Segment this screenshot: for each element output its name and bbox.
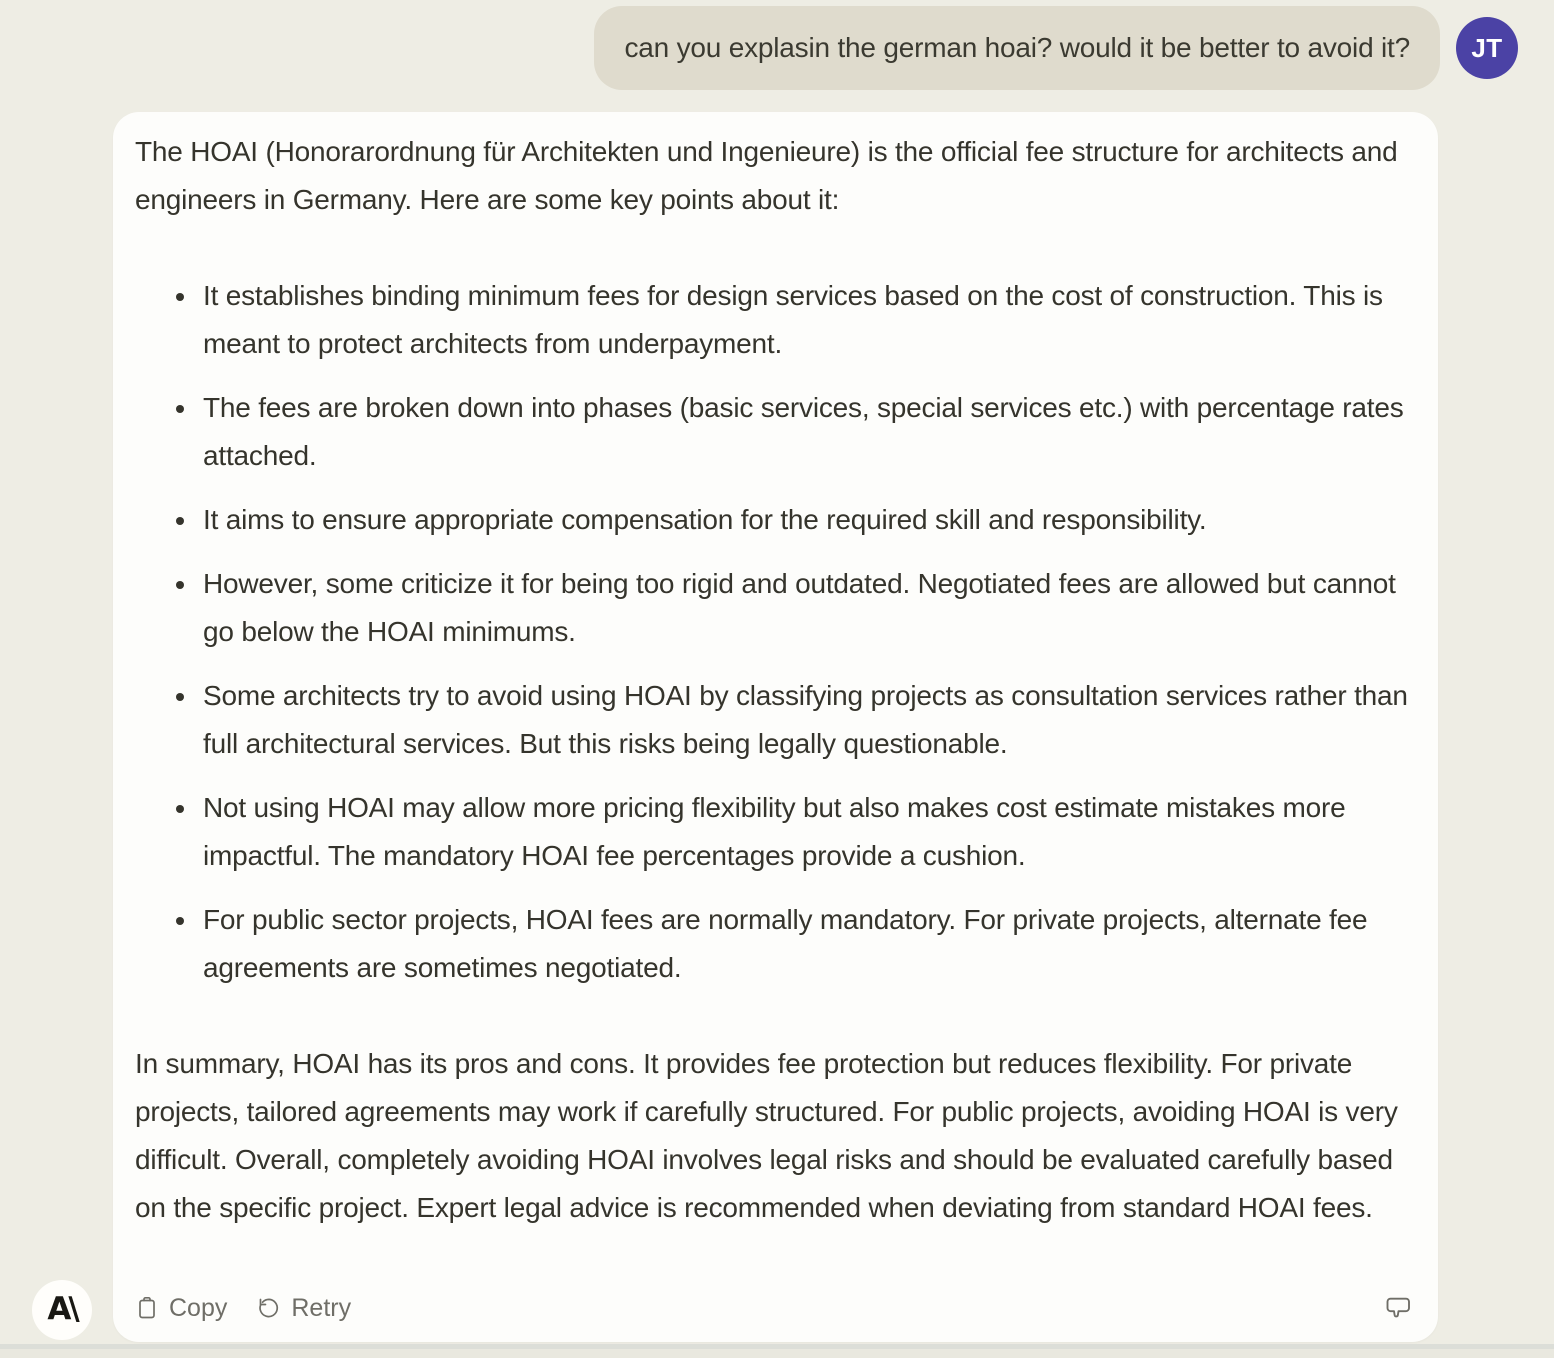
bottom-background	[0, 1349, 1554, 1358]
user-message-row	[594, 6, 1518, 90]
assistant-summary-paragraph: In summary, HOAI has its pros and cons. It provides fee protection but reduces flexibility. For private projects, tailored agreements may work if carefully structured. For public projects, avoiding HOAI is very difficult. Overall, completely avoiding HOAI involves legal risks and should be evaluated carefully based on the specific project. Expert legal advice is recommended when deviating from standard HOAI fees.	[135, 1048, 1398, 1223]
bullet-item: • The fees are broken down into phases (basic services, special services etc.) with percentage rates attached.	[199, 384, 1414, 480]
assistant-intro-paragraph: The HOAI (Honorarordnung für Architekten und Ingenieure) is the official fee structure for architects and engineers in Germany. Here are some key points about it:	[135, 136, 1398, 215]
bullet-list	[135, 272, 1414, 992]
bullet-item: • However, some criticize it for being too rigid and outdated. Negotiated fees are allowed but cannot go below the HOAI minimums.	[199, 560, 1414, 656]
assistant-avatar	[32, 1280, 92, 1340]
clipboard-icon	[135, 1296, 159, 1320]
user-message-text: can you explasin the german hoai? would it be better to avoid it?	[624, 32, 1410, 63]
retry-icon	[257, 1296, 281, 1320]
retry-button[interactable]	[257, 1294, 351, 1323]
thumbs-down-button[interactable]	[1384, 1293, 1414, 1323]
message-actions-toolbar	[135, 1270, 1414, 1330]
user-avatar[interactable]	[1456, 17, 1518, 79]
bullet-item: • It aims to ensure appropriate compensation for the required skill and responsibility.	[199, 496, 1414, 544]
user-avatar-initials: JT	[1471, 32, 1503, 63]
assistant-message-card	[113, 112, 1438, 1342]
user-message-bubble	[594, 6, 1440, 90]
copy-button[interactable]	[135, 1294, 227, 1323]
bullet-item: • Some architects try to avoid using HOAI by classifying projects as consultation services rather than full architectural services. But this risks being legally questionable.	[199, 672, 1414, 768]
bullet-item: • Not using HOAI may allow more pricing flexibility but also makes cost estimate mistakes more impactful. The mandatory HOAI fee percentages provide a cushion.	[199, 784, 1414, 880]
retry-button-label: Retry	[291, 1293, 352, 1322]
thumbs-down-icon	[1384, 1293, 1414, 1323]
copy-button-label: Copy	[169, 1293, 228, 1322]
bullet-item: • It establishes binding minimum fees for design services based on the cost of construction. This is meant to protect architects from underpayment.	[199, 272, 1414, 368]
claude-logo-icon: A\	[47, 1291, 77, 1327]
bullet-item: • For public sector projects, HOAI fees are normally mandatory. For private projects, alternate fee agreements are sometimes negotiated.	[199, 896, 1414, 992]
